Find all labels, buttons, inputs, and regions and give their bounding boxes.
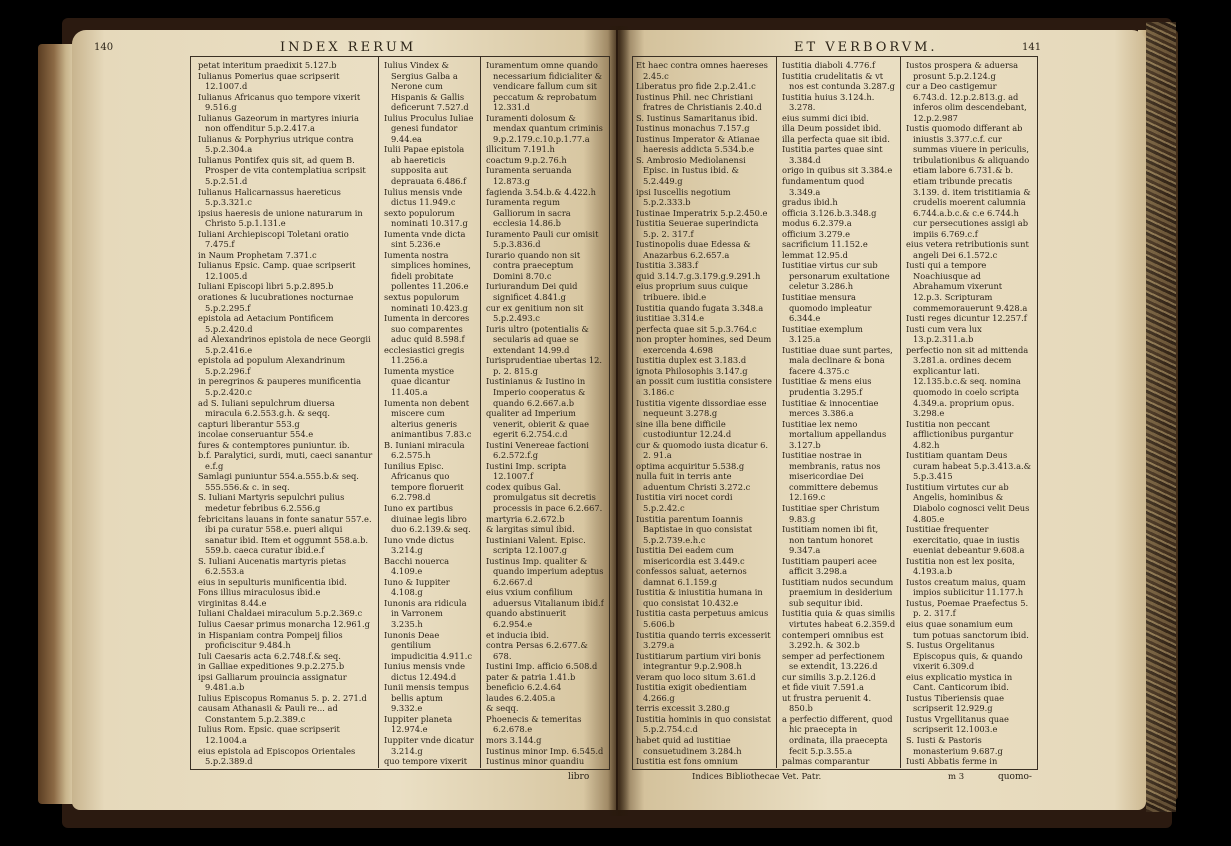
left-page xyxy=(72,30,616,810)
page-footer: Indices Bibliothecae Vet. Patr. xyxy=(692,772,822,782)
index-entry: cur similis 3.p.2.126.d xyxy=(782,671,876,682)
index-entry: Iustinus minor quandiu xyxy=(486,756,585,766)
index-entry: Iulianus & Porphyrius utrique contra 5.p.2.304.a xyxy=(198,133,354,155)
column-rule xyxy=(776,56,777,768)
index-entry: Liberatus pro fide 2.p.2.41.c xyxy=(636,81,756,92)
index-entry: iustitiae 3.314.e xyxy=(636,313,705,324)
index-entry: Iuris ultro (potentialis & secularis ad quae se extendant 14.99.d xyxy=(486,323,589,355)
index-entry: coactum 9.p.2.76.h xyxy=(486,154,567,165)
index-entry: Iunilius Episc. Africanus quo tempore floruerit 6.2.798.d xyxy=(384,460,464,503)
index-entry: officium 3.279.e xyxy=(782,228,850,239)
index-entry: Iuramenta seruanda 12.873.g xyxy=(486,165,572,187)
index-entry: sacrificium 11.152.e xyxy=(782,239,868,250)
index-entry: ipsi Galliarum prouincia assignatur 9.481.a.b xyxy=(198,671,347,693)
running-head-right: ET VERBORVM. xyxy=(794,40,938,55)
index-entry: Iustitiarum partium viri bonis integrantur 9.p.2.908.h xyxy=(636,650,761,672)
index-entry: Iunonis Deae gentilium impudicitia 4.911.c xyxy=(384,629,473,661)
index-column-6 xyxy=(906,60,1032,766)
index-entry: Iustitiae frequenter exercitatio, quae in iustis eueniat debeantur 9.608.a xyxy=(906,524,1025,556)
index-entry: Iustitia quando fugata 3.348.a xyxy=(636,302,764,313)
index-entry: Iuramenti dolosum & mendax quantum criminis 9.p.2.179.c.10.p.1.77.a xyxy=(486,112,603,144)
index-entry: febricitans lauans in fonte sanatur 557.e. ibi pa curatur 558.e. pueri aliqui sanatur ibid. Item et oggumnt 558.a.b. 559.b. caeca curatur ibid.e.f xyxy=(198,513,372,556)
index-entry: et fide viuit 7.591.a xyxy=(782,682,864,693)
index-entry: Iustitia diaboli 4.776.f xyxy=(782,60,876,70)
index-entry: perfecta quae sit 5.p.3.764.c xyxy=(636,323,757,334)
index-entry: Iumenta mystice quae dicantur 11.405.a xyxy=(384,365,455,397)
index-entry: illicitum 7.191.h xyxy=(486,144,555,155)
index-entry: contra Persas 6.2.677.& 678. xyxy=(486,640,588,661)
index-entry: cur a Deo castigemur 6.743.d. 12.p.2.813.g. ad inferos olim descendebant, 12.p.2.987 xyxy=(906,81,1027,123)
index-entry: Iunius mensis vnde dictus 12.494.d xyxy=(384,661,466,682)
index-entry: Iustitia casta perpetuus amicus 5.606.b xyxy=(636,608,769,629)
index-entry: martyria 6.2.672.b xyxy=(486,513,565,524)
index-entry: S. Iuliani Martyris sepulchri pulius medetur febribus 6.2.556.g xyxy=(198,492,345,513)
index-entry: Iumenta non debent miscere cum alterius generis animantibus 7.83.c xyxy=(384,397,472,440)
index-entry: palmas comparantur xyxy=(782,756,870,766)
column-rule xyxy=(378,56,379,768)
index-entry: Iunii mensis tempus bellis aptum 9.332.e xyxy=(384,682,469,714)
index-entry: Iustinus monachus 7.157.g xyxy=(636,123,750,134)
index-entry: Iustinus Phil. nec Christiani fratres de Christianis 2.40.d xyxy=(636,91,762,113)
index-entry: Iulianus Pomerius quae scripserit 12.1007.d xyxy=(198,70,340,92)
index-entry: quid 3.14.7.g.3.179.g.9.291.h xyxy=(636,270,761,281)
index-entry: pater & patria 1.41.b xyxy=(486,671,576,682)
index-entry: Iustus Vrgellitanus quae scripserit 12.1003.e xyxy=(906,713,1009,735)
index-entry: Iuliani Archiepiscopi Toletani oratio 7.475.f xyxy=(198,228,349,250)
index-entry: Iustitia duplex est 3.183.d xyxy=(636,355,747,366)
book-gutter xyxy=(608,26,630,816)
index-entry: sextus populorum nominati 10.423.g xyxy=(384,292,468,313)
index-entry: beneficio 6.2.4.64 xyxy=(486,682,562,693)
index-entry: in peregrinos & pauperes munificentia 5.p.2.420.c xyxy=(198,376,362,397)
page-number-left: 140 xyxy=(94,42,114,53)
index-entry: Iustitiae mensura quomodo impleatur 6.344.e xyxy=(782,292,872,324)
index-entry: Iustitia parentum Ioannis Baptistae in quo consistat 5.p.2.739.e.h.c xyxy=(636,513,753,545)
index-entry: Et haec contra omnes haereses 2.45.c xyxy=(636,60,768,81)
index-entry: b.f. Paralytici, surdi, muti, caeci sanantur e.f.g xyxy=(198,450,373,471)
index-entry: Iuliani Chaldaei miraculum 5.p.2.369.c xyxy=(198,608,363,619)
index-entry: Iulius Rom. Epsic. quae scripserit 12.1004.a xyxy=(198,724,340,745)
index-entry: orationes & lucubrationes nocturnae 5.p.2.295.f xyxy=(198,292,354,313)
index-entry: Iustitia viri nocet cordi 5.p.2.42.c xyxy=(636,492,733,513)
catchword-right: quomo- xyxy=(998,772,1032,782)
index-entry: Iusti qui a tempore Noachiusque ad Abrahamum vixerunt 12.p.3. Scripturam commemorauerunt 9.428.a xyxy=(906,260,1028,313)
index-column-3 xyxy=(486,60,604,766)
index-entry: Iustitia est fons omnium xyxy=(636,756,738,766)
index-entry: ecclesiastici gregis 11.256.a xyxy=(384,344,465,366)
index-entry: modus 6.2.379.a xyxy=(782,218,852,229)
index-entry: Iustos creatum maius, quam impios subiicitur 11.177.h xyxy=(906,576,1026,598)
index-entry: in Naum Prophetam 7.371.c xyxy=(198,249,317,260)
index-entry: Iuliani Episcopi libri 5.p.2.895.b xyxy=(198,281,334,292)
index-entry: Iulius Caesar primus monarcha 12.961.g xyxy=(198,618,370,629)
index-entry: fures & contemptores puniuntur. ib. xyxy=(198,439,350,450)
index-entry: in Galliae expeditiones 9.p.2.275.b xyxy=(198,661,345,672)
index-entry: sexto populorum nominati 10.317.g xyxy=(384,207,468,229)
index-entry: S. Ambrosio Mediolanensi Episc. in Iustus ibid. & 5.2.449.g xyxy=(636,154,746,187)
index-entry: Samlagi puniuntur 554.a.555.b.& seq. 555.556.& c. in seq. xyxy=(198,471,359,492)
index-entry: Iustitia & iniustitia humana in quo consistat 10.432.e xyxy=(636,587,763,608)
index-entry: Iuno & Iuppiter 4.108.g xyxy=(384,576,450,598)
index-entry: Iustitiae exemplum 3.125.a xyxy=(782,323,863,345)
index-entry: terris excessit 3.280.g xyxy=(636,703,730,714)
index-column-2 xyxy=(384,60,476,766)
index-entry: Iustitiae duae sunt partes, mala declinare & bona facere 4.375.c xyxy=(782,344,893,376)
index-entry: Iuppiter planeta 12.974.e xyxy=(384,713,453,735)
index-entry: eius vetera retributionis sunt angeli Dei 6.1.572.c xyxy=(906,239,1029,260)
index-entry: illa Deum possidet ibid. xyxy=(782,123,882,134)
index-entry: Iulius mensis vnde dictus 11.949.c xyxy=(384,186,463,208)
index-entry: epistola ad Aetacium Pontificem 5.p.2.420.d xyxy=(198,313,334,334)
index-entry: contemperi omnibus est 3.292.h. & 302.b xyxy=(782,629,884,651)
marbled-edge xyxy=(1146,22,1176,812)
index-entry: Iustitia 3.383.f xyxy=(636,260,698,271)
index-entry: Iuli Caesaris acta 6.2.748.f.& seq. xyxy=(198,650,341,661)
index-entry: Iustitiam pauperi acee afficit 3.298.a xyxy=(782,555,877,577)
index-entry: lemmat 12.95.d xyxy=(782,249,848,260)
index-entry: Iustitia exigit obedientiam 4.266.g xyxy=(636,682,747,703)
index-entry: Iulianus Pontifex quis sit, ad quem B. Prosper de vita contemplatiua scripsit 5.p.2.51.d xyxy=(198,154,366,187)
index-entry: semper ad perfectionem se extendit, 13.226.d xyxy=(782,650,885,672)
index-entry: Iustitia crudelitatis & vt nos est contunda 3.287.g xyxy=(782,70,895,92)
index-entry: S. Iusti & Pastoris monasterium 9.687.g xyxy=(906,735,1003,756)
index-entry: Bacchi nouerca 4.109.e xyxy=(384,555,450,577)
index-entry: Iustinus Imp. qualiter & quando imperium adeptus 6.2.667.d xyxy=(486,555,604,587)
index-entry: a perfectio different, quod hic praecepta in ordinata, illa praecepta fecit 5.p.3.55.a xyxy=(782,713,893,756)
index-entry: Fons illius miraculosus ibid.e xyxy=(198,587,321,598)
index-entry: Iuramento Pauli cur omisit 5.p.3.836.d xyxy=(486,228,599,250)
index-entry: Iustus Tiberiensis quae scripserit 12.929.g xyxy=(906,692,1005,714)
index-entry: Iuriurandum Dei quid significet 4.841.g xyxy=(486,281,578,303)
index-entry: Iuramentum omne quando necessarium fidicialiter & vendicare fallum cum sit peccatum & reprobatum 12.331.d xyxy=(486,60,603,113)
index-entry: eius epistola ad Episcopos Orientales 5.p.2.389.d xyxy=(198,745,356,766)
index-entry: Iustitia vigente dissordiae esse nequeunt 3.278.g xyxy=(636,397,767,419)
index-entry: B. Iuniani miracula 6.2.575.h xyxy=(384,439,465,461)
index-entry: Iuramenta regum Galliorum in sacra ecclesia 14.86.b xyxy=(486,197,571,229)
index-entry: eius quae sonamium eum tum potuas sanctorum ibid. xyxy=(906,618,1029,640)
index-entry: Iumenta in dercores suo comparentes aduc quid 8.598.f xyxy=(384,313,470,345)
index-entry: sine illa bene difficile custodiuntur 12.24.d xyxy=(636,418,732,440)
index-entry: Iustitia Dei eadem cum misericordia est 3.449.c xyxy=(636,545,745,566)
index-entry: gradus ibid.h xyxy=(782,197,838,208)
index-entry: Iustitia non est lex posita, 4.193.a.b xyxy=(906,555,1015,577)
index-entry: quo tempore vixerit xyxy=(384,756,468,766)
catchword-left: libro xyxy=(568,772,590,782)
index-entry: et inducia ibid. xyxy=(486,629,549,640)
index-entry: Iulius Proculus Iuliae genesi fundator 9.44.ea xyxy=(384,112,474,144)
index-entry: Iulius Vindex & Sergius Galba a Nerone cum Hispanis & Gallis deficerunt 7.527.d xyxy=(384,60,469,113)
index-entry: codex quibus Gal. promulgatus sit decretis processis in pace 6.2.667. xyxy=(486,481,603,513)
index-entry: non propter homines, sed Deum exercenda 4.698 xyxy=(636,334,772,355)
index-entry: & largitas simul ibid. xyxy=(486,524,575,535)
index-entry: Iumenta vnde dicta sint 5.236.e xyxy=(384,228,466,250)
index-column-4 xyxy=(636,60,772,766)
index-entry: veram quo loco situm 3.61.d xyxy=(636,671,756,682)
index-entry: ipsi Iuscellis negotium 5.p.2.333.b xyxy=(636,186,731,208)
index-entry: Iustinianus & Iustino in Imperio cooperatus & quando 6.2.667.a.b xyxy=(486,376,586,408)
page-number-right: 141 xyxy=(1022,42,1042,53)
index-entry: fagienda 3.54.b.& 4.422.h xyxy=(486,186,596,197)
index-entry: Iustitiam nudos secundum praemium in desiderium sub sequitur ibid. xyxy=(782,576,894,608)
index-entry: Iulius Episcopus Romanus 5. p. 2. 271.d xyxy=(198,692,367,703)
index-entry: petat interitum praedixit 5.127.b xyxy=(198,60,337,70)
index-entry: Iustitia huius 3.124.h. 3.278. xyxy=(782,91,875,113)
index-entry: Iustitia hominis in quo consistat 5.p.2.754.c.d xyxy=(636,713,771,735)
index-entry: S. Iuliani Aucenatis martyris pietas 6.2.553.a xyxy=(198,555,346,577)
index-entry: ad Alexandrinos epistola de nece Georgii 5.p.2.416.e xyxy=(198,334,371,355)
index-entry: Phoenecis & temeritas 6.2.678.e xyxy=(486,713,582,735)
index-entry: Iustitium virtutes cur ab Angelis, hominibus & Diabolo cognosci velit Deus 4.805.e xyxy=(906,481,1030,524)
index-entry: Iustinae Imperatrix 5.p.2.450.e xyxy=(636,207,768,218)
index-entry: nulla fuit in terris ante aduentum Christi 3.272.c xyxy=(636,471,751,492)
index-entry: Iustitiae virtus cur sub personarum exultatione celetur 3.286.h xyxy=(782,260,890,292)
right-page xyxy=(618,30,1146,810)
index-entry: Iustitia partes quae sint 3.384.d xyxy=(782,144,883,165)
index-entry: Iusti reges dicuntur 12.257.f xyxy=(906,313,1027,324)
signature-mark: m 3 xyxy=(948,772,965,782)
index-entry: ut frustra peruenit 4. 850.b xyxy=(782,692,872,714)
index-entry: Iulii Papae epistola ab haereticis supposita aut deprauata 6.486.f xyxy=(384,144,467,187)
index-entry: officia 3.126.b.3.348.g xyxy=(782,207,877,218)
index-entry: Iustitiae & mens eius prudentia 3.295.f xyxy=(782,376,872,397)
index-entry: eius vxium confilium aduersus Vitalianum ibid.f xyxy=(486,587,604,608)
index-entry: Iumenta nostra simplices homines, fideli probitate pollentes 11.206.e xyxy=(384,249,471,292)
index-entry: in Hispaniam contra Pompeij filios proficiscitur 9.484.h xyxy=(198,629,343,651)
index-entry: Iustitiae nostrae in membranis, ratus nos misericordiae Dei committere debemus 12.169.c xyxy=(782,450,881,503)
index-entry: Iustitiae sper Christum 9.83.g xyxy=(782,502,880,524)
index-entry: Iustis quomodo differant ab iniustis 3.377.c.f. cur summas viuere in periculis, tribulationibus & aliquando etiam labore 6.731.& b. etiam tribunde precatis 3.139. d. item tristitiamia & crudelis moerent calumnia 6.744.a.b.c.& c.e 6.744.h cur persecutiones assigi ab impiis 6.769.c.f xyxy=(906,123,1031,239)
index-entry: Iustiniani Valent. Episc. scripta 12.1007.g xyxy=(486,534,586,556)
column-rule xyxy=(480,56,481,768)
index-entry: Iustitiam quantam Deus curam habeat 5.p.3.413.a.& 5.p.3.415 xyxy=(906,450,1032,482)
index-entry: causam Athanasii & Pauli re... ad Constantem 5.p.2.389.c xyxy=(198,703,338,724)
index-entry: Iustini Imp. afficio 6.508.d xyxy=(486,661,598,672)
index-entry: ipsius haeresis de unione naturarum in Christo 5.p.1.131.e xyxy=(198,207,363,229)
index-entry: epistola ad populum Alexandrinum 5.p.2.296.f xyxy=(198,355,346,376)
index-entry: eius proprium suus cuique tribuere. ibid.e xyxy=(636,281,748,303)
index-entry: Iusti Abbatis ferme in xyxy=(906,756,998,766)
index-entry: Iustinus Imperator & Atianae haeresis addicta 5.534.b.e xyxy=(636,133,760,155)
index-entry: incolae conseruantur 554.e xyxy=(198,429,314,440)
index-column-5 xyxy=(782,60,896,766)
index-entry: fundamentum quod 3.349.a xyxy=(782,176,865,197)
index-entry: Iulianus Africanus quo tempore vixerit 9.516.g xyxy=(198,91,361,113)
index-entry: Iustitia quando terris excesserit 3.279.a xyxy=(636,629,771,651)
index-entry: S. Iustinus Samaritanus ibid. xyxy=(636,112,758,123)
index-entry: Iusti cum vera lux 13.p.2.311.a.b xyxy=(906,323,982,345)
index-entry: Iuno ex partibus diuinae legis libro duo 6.2.139.& seq. xyxy=(384,502,471,535)
index-entry: Iustinus minor Imp. 6.545.d xyxy=(486,745,604,756)
index-entry: Iurario quando non sit contra praeceptum Domini 8.70.c xyxy=(486,249,581,281)
index-entry: Iuno vnde dictus 3.214.g xyxy=(384,534,455,556)
index-entry: Iustini Venereae factioni 6.2.572.f.g xyxy=(486,439,589,461)
index-entry: Iustitia Seuerae superindicta 5.p. 2. 317.f xyxy=(636,218,759,239)
index-entry: Iustitiae lex nemo mortalium appellandus 3.127.b xyxy=(782,418,887,450)
running-head-left: INDEX RERUM xyxy=(280,40,417,55)
index-entry: Iuppiter vnde dicatur 3.214.g xyxy=(384,735,474,756)
column-rule xyxy=(900,56,901,768)
index-entry: illa perfecta quae sit ibid. xyxy=(782,133,890,144)
index-entry: Iustitia quia & quas similis virtutes habeat 6.2.359.d xyxy=(782,608,896,629)
index-entry: mors 3.144.g xyxy=(486,735,542,745)
index-entry: Iunonis ara ridicula in Varronem 3.235.h xyxy=(384,597,467,629)
index-entry: cur & quomodo iusta dicatur 6. 2. 91.a xyxy=(636,439,769,461)
index-entry: origo in quibus sit 3.384.e xyxy=(782,165,893,176)
index-entry: Iulianus Gazeorum in martyres iniuria non offenditur 5.p.2.417.a xyxy=(198,112,359,134)
index-entry: Iustitiae & innocentiae merces 3.386.a xyxy=(782,397,879,419)
index-entry: eius explicatio mystica in Cant. Canticorum ibid. xyxy=(906,671,1013,693)
index-entry: optima acquiritur 5.538.g xyxy=(636,460,745,471)
index-entry: Iurisprudentiae ubertas 12. p. 2. 815.g xyxy=(486,355,603,376)
index-entry: an possit cum iustitia consistere 3.186.c xyxy=(636,376,772,397)
index-entry: Iulianus Epsic. Camp. quae scripserit 12.1005.d xyxy=(198,260,356,281)
index-entry: S. Iustus Orgelitanus Episcopus quis, & quando vixerit 6.309.d xyxy=(906,640,1023,672)
index-entry: confessos saluat, aeternos damnat 6.1.159.g xyxy=(636,566,747,587)
index-entry: eius summi dici ibid. xyxy=(782,112,869,123)
index-entry: qualiter ad Imperium venerit, obierit & quae egerit 6.2.754.c.d xyxy=(486,408,590,440)
index-entry: Iustitiam nomen ibi fit, non tantum honoret 9.347.a xyxy=(782,524,879,556)
index-entry: Iustitia non peccant afflictionibus purgantur 4.82.h xyxy=(906,418,1014,450)
index-entry: laudes 6.2.405.a xyxy=(486,692,556,703)
index-entry: perfectio non sit ad mittenda 3.281.a. ordines decem explicantur lati. 12.135.b.c.& seq. nomina quomodo in coelo scripta 4.349.a. proprium opus. 3.298.e xyxy=(906,344,1029,419)
index-entry: Iustinopolis duae Edessa & Anazarbus 6.2.657.a xyxy=(636,239,751,260)
index-entry: capturi liberantur 553.g xyxy=(198,418,300,429)
index-entry: Iustus, Poemae Praefectus 5. p. 2. 317.f xyxy=(906,597,1029,619)
index-entry: Iustini Imp. scripta 12.1007.f xyxy=(486,460,567,482)
index-entry: virginitas 8.44.e xyxy=(198,597,267,608)
index-entry: ignota Philosophis 3.147.g xyxy=(636,365,748,376)
index-entry: Iustos prospera & aduersa prosunt 5.p.2.124.g xyxy=(906,60,1019,81)
index-entry: cur ex genitium non sit 5.p.2.493.c xyxy=(486,302,584,324)
index-entry: quando abstinuerit 6.2.954.e xyxy=(486,608,566,629)
index-entry: Iulianus Halicarnassus haereticus 5.p.3.321.c xyxy=(198,186,341,208)
index-entry: habet quid ad iustitiae consuetudinem 3.284.h xyxy=(636,735,742,756)
index-entry: & seqq. xyxy=(486,703,519,714)
index-entry: eius in sepulturis munificentia ibid. xyxy=(198,576,347,587)
index-column-1 xyxy=(198,60,374,766)
index-entry: ad S. Iuliani sepulchrum diuersa miracula 6.2.553.g.h. & seqq. xyxy=(198,397,335,419)
